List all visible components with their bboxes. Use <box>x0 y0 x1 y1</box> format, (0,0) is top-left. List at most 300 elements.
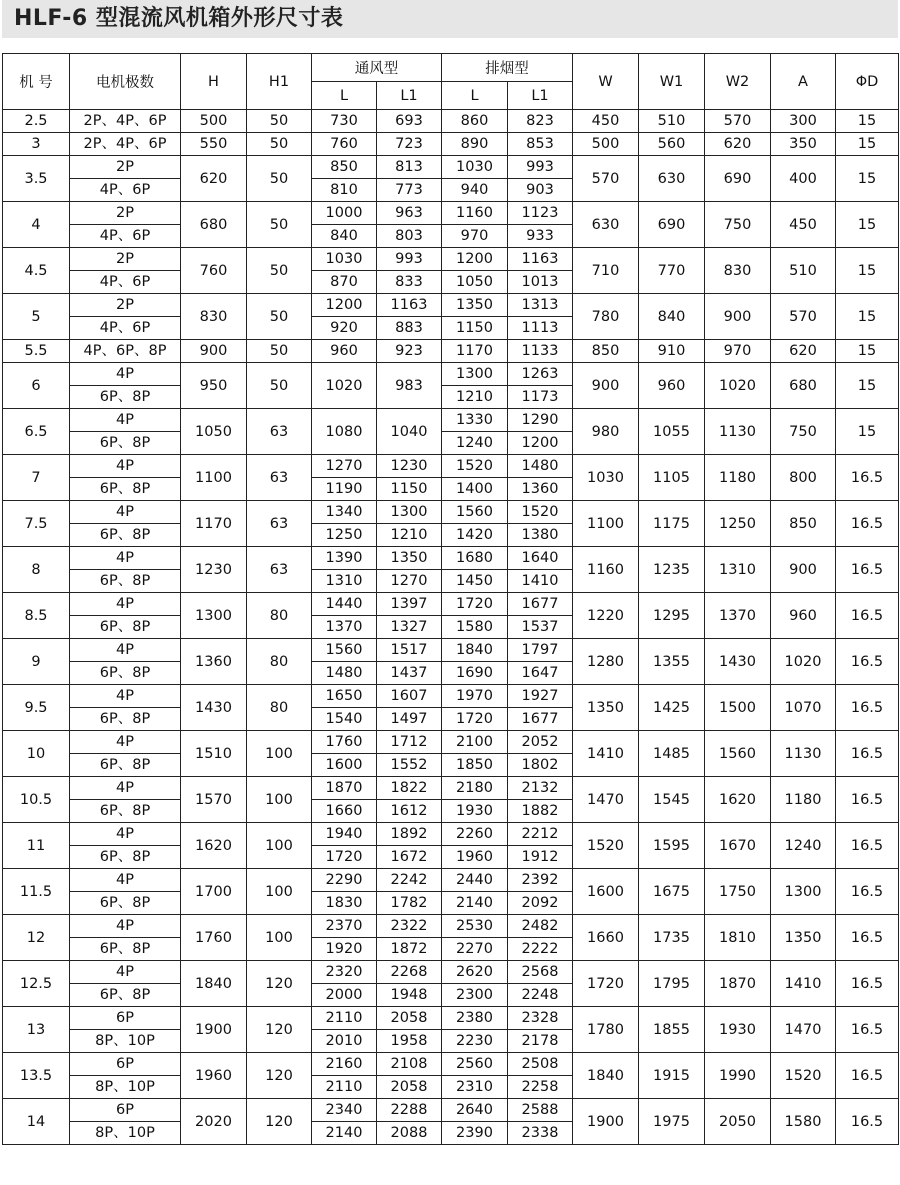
vent-l1-cell: 1782 <box>377 892 442 915</box>
motor-poles-cell: 6P、8P <box>70 570 181 593</box>
smoke-l-cell: 1050 <box>442 271 508 294</box>
diameter-d-cell: 15 <box>836 340 899 363</box>
dimension-table <box>2 53 899 1145</box>
table-row <box>3 639 899 662</box>
a-cell: 510 <box>771 248 836 294</box>
diameter-d-cell: 15 <box>836 248 899 294</box>
header-h: H <box>181 54 247 110</box>
smoke-l-cell: 2530 <box>442 915 508 938</box>
w1-cell: 1425 <box>639 685 705 731</box>
vent-l1-cell: 803 <box>377 225 442 248</box>
table-row <box>3 731 899 754</box>
vent-l1-cell: 2288 <box>377 1099 442 1122</box>
smoke-l1-cell: 2092 <box>508 892 573 915</box>
smoke-l1-cell: 2248 <box>508 984 573 1007</box>
machine-no-cell: 6.5 <box>3 409 70 455</box>
diameter-d-cell: 15 <box>836 133 899 156</box>
vent-l1-cell: 1437 <box>377 662 442 685</box>
a-cell: 750 <box>771 409 836 455</box>
w-cell: 1030 <box>573 455 639 501</box>
smoke-l1-cell: 1677 <box>508 708 573 731</box>
machine-no-cell: 6 <box>3 363 70 409</box>
smoke-l-cell: 2640 <box>442 1099 508 1122</box>
smoke-l-cell: 1030 <box>442 156 508 179</box>
title-bar <box>2 0 898 38</box>
smoke-l-cell: 890 <box>442 133 508 156</box>
smoke-l-cell: 2440 <box>442 869 508 892</box>
table-row <box>3 110 899 133</box>
table-row <box>3 1099 899 1122</box>
motor-poles-cell: 6P、8P <box>70 708 181 731</box>
h1-cell: 100 <box>247 915 312 961</box>
smoke-l-cell: 2380 <box>442 1007 508 1030</box>
motor-poles-cell: 6P、8P <box>70 386 181 409</box>
motor-poles-cell: 4P <box>70 501 181 524</box>
motor-poles-cell: 6P、8P <box>70 616 181 639</box>
vent-l-cell: 1600 <box>312 754 377 777</box>
header-smoke-exhaust-type: 排烟型 <box>442 54 573 82</box>
w-cell: 450 <box>573 110 639 133</box>
header-smoke-l1: L1 <box>508 82 573 110</box>
h1-cell: 50 <box>247 133 312 156</box>
smoke-l1-cell: 1797 <box>508 639 573 662</box>
motor-poles-cell: 4P、6P <box>70 179 181 202</box>
smoke-l1-cell: 933 <box>508 225 573 248</box>
diameter-d-cell: 16.5 <box>836 961 899 1007</box>
motor-poles-cell: 6P <box>70 1007 181 1030</box>
motor-poles-cell: 6P、8P <box>70 846 181 869</box>
page-title: HLF-6 型混流风机箱外形尺寸表 <box>14 6 344 31</box>
machine-no-cell: 9.5 <box>3 685 70 731</box>
w1-cell: 1355 <box>639 639 705 685</box>
w1-cell: 1855 <box>639 1007 705 1053</box>
w2-cell: 2050 <box>705 1099 771 1145</box>
vent-l-cell: 2290 <box>312 869 377 892</box>
diameter-d-cell: 15 <box>836 156 899 202</box>
motor-poles-cell: 2P <box>70 156 181 179</box>
h-cell: 1510 <box>181 731 247 777</box>
w1-cell: 960 <box>639 363 705 409</box>
diameter-d-cell: 16.5 <box>836 915 899 961</box>
vent-l-cell: 730 <box>312 110 377 133</box>
h-cell: 1700 <box>181 869 247 915</box>
smoke-l-cell: 2230 <box>442 1030 508 1053</box>
w-cell: 1410 <box>573 731 639 777</box>
vent-l-cell: 2320 <box>312 961 377 984</box>
motor-poles-cell: 6P、8P <box>70 478 181 501</box>
w1-cell: 1675 <box>639 869 705 915</box>
a-cell: 1130 <box>771 731 836 777</box>
vent-l1-cell: 983 <box>377 363 442 409</box>
h-cell: 950 <box>181 363 247 409</box>
smoke-l-cell: 1330 <box>442 409 508 432</box>
w1-cell: 1975 <box>639 1099 705 1145</box>
motor-poles-cell: 6P、8P <box>70 662 181 685</box>
h-cell: 1960 <box>181 1053 247 1099</box>
a-cell: 1350 <box>771 915 836 961</box>
smoke-l-cell: 1160 <box>442 202 508 225</box>
h1-cell: 50 <box>247 110 312 133</box>
smoke-l1-cell: 2178 <box>508 1030 573 1053</box>
smoke-l1-cell: 853 <box>508 133 573 156</box>
machine-no-cell: 4 <box>3 202 70 248</box>
w-cell: 500 <box>573 133 639 156</box>
table-row <box>3 202 899 225</box>
a-cell: 620 <box>771 340 836 363</box>
w-cell: 1160 <box>573 547 639 593</box>
smoke-l-cell: 1350 <box>442 294 508 317</box>
smoke-l1-cell: 1647 <box>508 662 573 685</box>
w1-cell: 1055 <box>639 409 705 455</box>
smoke-l-cell: 860 <box>442 110 508 133</box>
w2-cell: 1930 <box>705 1007 771 1053</box>
motor-poles-cell: 8P、10P <box>70 1076 181 1099</box>
vent-l1-cell: 1872 <box>377 938 442 961</box>
table-row <box>3 1007 899 1030</box>
vent-l-cell: 870 <box>312 271 377 294</box>
a-cell: 570 <box>771 294 836 340</box>
h-cell: 830 <box>181 294 247 340</box>
w-cell: 1840 <box>573 1053 639 1099</box>
vent-l-cell: 1830 <box>312 892 377 915</box>
vent-l-cell: 2160 <box>312 1053 377 1076</box>
a-cell: 1020 <box>771 639 836 685</box>
h1-cell: 80 <box>247 685 312 731</box>
h-cell: 760 <box>181 248 247 294</box>
table-row <box>3 685 899 708</box>
table-row <box>3 593 899 616</box>
motor-poles-cell: 4P、6P、8P <box>70 340 181 363</box>
smoke-l-cell: 1960 <box>442 846 508 869</box>
motor-poles-cell: 4P <box>70 869 181 892</box>
diameter-d-cell: 16.5 <box>836 501 899 547</box>
h1-cell: 50 <box>247 202 312 248</box>
header-h1: H1 <box>247 54 312 110</box>
motor-poles-cell: 4P <box>70 455 181 478</box>
smoke-l-cell: 1560 <box>442 501 508 524</box>
machine-no-cell: 8.5 <box>3 593 70 639</box>
a-cell: 1520 <box>771 1053 836 1099</box>
motor-poles-cell: 4P <box>70 731 181 754</box>
smoke-l-cell: 1210 <box>442 386 508 409</box>
smoke-l1-cell: 2222 <box>508 938 573 961</box>
smoke-l1-cell: 1380 <box>508 524 573 547</box>
vent-l1-cell: 2088 <box>377 1122 442 1145</box>
smoke-l1-cell: 2328 <box>508 1007 573 1030</box>
diameter-d-cell: 16.5 <box>836 777 899 823</box>
header-machine-no: 机 号 <box>3 54 70 110</box>
vent-l-cell: 760 <box>312 133 377 156</box>
h1-cell: 63 <box>247 455 312 501</box>
vent-l-cell: 1200 <box>312 294 377 317</box>
motor-poles-cell: 6P、8P <box>70 432 181 455</box>
smoke-l-cell: 1720 <box>442 593 508 616</box>
smoke-l1-cell: 2568 <box>508 961 573 984</box>
smoke-l-cell: 1840 <box>442 639 508 662</box>
diameter-d-cell: 16.5 <box>836 685 899 731</box>
vent-l1-cell: 2058 <box>377 1007 442 1030</box>
w2-cell: 750 <box>705 202 771 248</box>
table-row <box>3 915 899 938</box>
vent-l-cell: 1720 <box>312 846 377 869</box>
vent-l-cell: 1390 <box>312 547 377 570</box>
vent-l-cell: 920 <box>312 317 377 340</box>
vent-l-cell: 850 <box>312 156 377 179</box>
h1-cell: 50 <box>247 248 312 294</box>
table-row <box>3 869 899 892</box>
smoke-l1-cell: 1677 <box>508 593 573 616</box>
h1-cell: 100 <box>247 777 312 823</box>
a-cell: 1300 <box>771 869 836 915</box>
smoke-l1-cell: 823 <box>508 110 573 133</box>
motor-poles-cell: 6P、8P <box>70 754 181 777</box>
h1-cell: 63 <box>247 501 312 547</box>
w-cell: 1660 <box>573 915 639 961</box>
vent-l1-cell: 1040 <box>377 409 442 455</box>
w2-cell: 830 <box>705 248 771 294</box>
h1-cell: 120 <box>247 961 312 1007</box>
machine-no-cell: 11 <box>3 823 70 869</box>
h-cell: 2020 <box>181 1099 247 1145</box>
diameter-d-cell: 16.5 <box>836 731 899 777</box>
a-cell: 1240 <box>771 823 836 869</box>
machine-no-cell: 13.5 <box>3 1053 70 1099</box>
vent-l1-cell: 1822 <box>377 777 442 800</box>
h-cell: 1170 <box>181 501 247 547</box>
smoke-l1-cell: 2258 <box>508 1076 573 1099</box>
header-w1: W1 <box>639 54 705 110</box>
motor-poles-cell: 6P、8P <box>70 800 181 823</box>
h-cell: 1230 <box>181 547 247 593</box>
w2-cell: 1130 <box>705 409 771 455</box>
a-cell: 400 <box>771 156 836 202</box>
vent-l-cell: 1270 <box>312 455 377 478</box>
vent-l-cell: 1370 <box>312 616 377 639</box>
vent-l1-cell: 1607 <box>377 685 442 708</box>
vent-l1-cell: 1672 <box>377 846 442 869</box>
diameter-d-cell: 15 <box>836 294 899 340</box>
smoke-l1-cell: 1912 <box>508 846 573 869</box>
w2-cell: 1620 <box>705 777 771 823</box>
vent-l1-cell: 923 <box>377 340 442 363</box>
machine-no-cell: 5.5 <box>3 340 70 363</box>
smoke-l-cell: 940 <box>442 179 508 202</box>
header-w2: W2 <box>705 54 771 110</box>
header-w: W <box>573 54 639 110</box>
smoke-l1-cell: 993 <box>508 156 573 179</box>
h-cell: 1900 <box>181 1007 247 1053</box>
w2-cell: 1180 <box>705 455 771 501</box>
h-cell: 1570 <box>181 777 247 823</box>
vent-l1-cell: 1552 <box>377 754 442 777</box>
w1-cell: 560 <box>639 133 705 156</box>
vent-l-cell: 1940 <box>312 823 377 846</box>
vent-l1-cell: 1892 <box>377 823 442 846</box>
vent-l-cell: 840 <box>312 225 377 248</box>
vent-l1-cell: 773 <box>377 179 442 202</box>
header-vent-l1: L1 <box>377 82 442 110</box>
w-cell: 630 <box>573 202 639 248</box>
diameter-d-cell: 15 <box>836 202 899 248</box>
w-cell: 1220 <box>573 593 639 639</box>
table-row <box>3 455 899 478</box>
vent-l1-cell: 1230 <box>377 455 442 478</box>
smoke-l-cell: 1520 <box>442 455 508 478</box>
machine-no-cell: 8 <box>3 547 70 593</box>
h1-cell: 100 <box>247 869 312 915</box>
smoke-l1-cell: 1313 <box>508 294 573 317</box>
smoke-l-cell: 1400 <box>442 478 508 501</box>
vent-l1-cell: 1517 <box>377 639 442 662</box>
vent-l1-cell: 1150 <box>377 478 442 501</box>
smoke-l1-cell: 1113 <box>508 317 573 340</box>
smoke-l1-cell: 1360 <box>508 478 573 501</box>
machine-no-cell: 12.5 <box>3 961 70 1007</box>
h1-cell: 63 <box>247 409 312 455</box>
w2-cell: 690 <box>705 156 771 202</box>
h-cell: 1840 <box>181 961 247 1007</box>
w1-cell: 1105 <box>639 455 705 501</box>
vent-l-cell: 1920 <box>312 938 377 961</box>
smoke-l1-cell: 1480 <box>508 455 573 478</box>
smoke-l-cell: 2390 <box>442 1122 508 1145</box>
smoke-l1-cell: 1123 <box>508 202 573 225</box>
smoke-l1-cell: 1520 <box>508 501 573 524</box>
diameter-d-cell: 16.5 <box>836 547 899 593</box>
h-cell: 1300 <box>181 593 247 639</box>
w-cell: 1100 <box>573 501 639 547</box>
motor-poles-cell: 6P <box>70 1053 181 1076</box>
vent-l-cell: 2110 <box>312 1076 377 1099</box>
h1-cell: 80 <box>247 639 312 685</box>
w-cell: 570 <box>573 156 639 202</box>
vent-l-cell: 2110 <box>312 1007 377 1030</box>
vent-l1-cell: 1350 <box>377 547 442 570</box>
h1-cell: 100 <box>247 823 312 869</box>
smoke-l-cell: 1850 <box>442 754 508 777</box>
machine-no-cell: 12 <box>3 915 70 961</box>
smoke-l-cell: 1240 <box>442 432 508 455</box>
smoke-l1-cell: 1173 <box>508 386 573 409</box>
vent-l1-cell: 1397 <box>377 593 442 616</box>
machine-no-cell: 10 <box>3 731 70 777</box>
smoke-l1-cell: 2338 <box>508 1122 573 1145</box>
vent-l-cell: 2340 <box>312 1099 377 1122</box>
vent-l1-cell: 693 <box>377 110 442 133</box>
vent-l1-cell: 1163 <box>377 294 442 317</box>
diameter-d-cell: 16.5 <box>836 1099 899 1145</box>
w2-cell: 1560 <box>705 731 771 777</box>
w2-cell: 1810 <box>705 915 771 961</box>
vent-l1-cell: 2322 <box>377 915 442 938</box>
smoke-l-cell: 1580 <box>442 616 508 639</box>
w1-cell: 510 <box>639 110 705 133</box>
h1-cell: 120 <box>247 1007 312 1053</box>
smoke-l1-cell: 1290 <box>508 409 573 432</box>
smoke-l1-cell: 2588 <box>508 1099 573 1122</box>
a-cell: 1180 <box>771 777 836 823</box>
smoke-l1-cell: 1263 <box>508 363 573 386</box>
vent-l-cell: 2010 <box>312 1030 377 1053</box>
motor-poles-cell: 4P <box>70 961 181 984</box>
vent-l1-cell: 1612 <box>377 800 442 823</box>
h1-cell: 80 <box>247 593 312 639</box>
vent-l-cell: 1310 <box>312 570 377 593</box>
motor-poles-cell: 4P <box>70 593 181 616</box>
a-cell: 350 <box>771 133 836 156</box>
smoke-l1-cell: 1013 <box>508 271 573 294</box>
vent-l1-cell: 963 <box>377 202 442 225</box>
machine-no-cell: 9 <box>3 639 70 685</box>
machine-no-cell: 3.5 <box>3 156 70 202</box>
vent-l-cell: 1540 <box>312 708 377 731</box>
w2-cell: 970 <box>705 340 771 363</box>
smoke-l-cell: 1680 <box>442 547 508 570</box>
vent-l-cell: 1870 <box>312 777 377 800</box>
motor-poles-cell: 6P、8P <box>70 524 181 547</box>
diameter-d-cell: 16.5 <box>836 869 899 915</box>
table-row <box>3 823 899 846</box>
w1-cell: 630 <box>639 156 705 202</box>
vent-l-cell: 1660 <box>312 800 377 823</box>
vent-l1-cell: 2058 <box>377 1076 442 1099</box>
smoke-l-cell: 1930 <box>442 800 508 823</box>
vent-l-cell: 1480 <box>312 662 377 685</box>
smoke-l-cell: 2140 <box>442 892 508 915</box>
smoke-l1-cell: 2392 <box>508 869 573 892</box>
smoke-l-cell: 1720 <box>442 708 508 731</box>
vent-l1-cell: 883 <box>377 317 442 340</box>
motor-poles-cell: 4P <box>70 685 181 708</box>
w1-cell: 690 <box>639 202 705 248</box>
w1-cell: 840 <box>639 294 705 340</box>
header-smoke-l: L <box>442 82 508 110</box>
vent-l1-cell: 1210 <box>377 524 442 547</box>
vent-l1-cell: 723 <box>377 133 442 156</box>
smoke-l1-cell: 2508 <box>508 1053 573 1076</box>
smoke-l1-cell: 903 <box>508 179 573 202</box>
w-cell: 1280 <box>573 639 639 685</box>
w-cell: 980 <box>573 409 639 455</box>
vent-l-cell: 1030 <box>312 248 377 271</box>
h-cell: 1100 <box>181 455 247 501</box>
vent-l-cell: 1000 <box>312 202 377 225</box>
vent-l-cell: 810 <box>312 179 377 202</box>
smoke-l-cell: 2100 <box>442 731 508 754</box>
w-cell: 900 <box>573 363 639 409</box>
header-diameter-d: ΦD <box>836 54 899 110</box>
vent-l-cell: 1440 <box>312 593 377 616</box>
a-cell: 1070 <box>771 685 836 731</box>
motor-poles-cell: 4P <box>70 547 181 570</box>
motor-poles-cell: 4P、6P <box>70 317 181 340</box>
smoke-l1-cell: 1802 <box>508 754 573 777</box>
vent-l1-cell: 1327 <box>377 616 442 639</box>
diameter-d-cell: 16.5 <box>836 1007 899 1053</box>
table-row <box>3 547 899 570</box>
motor-poles-cell: 2P、4P、6P <box>70 133 181 156</box>
a-cell: 1580 <box>771 1099 836 1145</box>
motor-poles-cell: 2P、4P、6P <box>70 110 181 133</box>
motor-poles-cell: 8P、10P <box>70 1122 181 1145</box>
h1-cell: 63 <box>247 547 312 593</box>
w-cell: 710 <box>573 248 639 294</box>
motor-poles-cell: 4P <box>70 409 181 432</box>
smoke-l-cell: 2620 <box>442 961 508 984</box>
h-cell: 680 <box>181 202 247 248</box>
motor-poles-cell: 6P、8P <box>70 984 181 1007</box>
w1-cell: 1485 <box>639 731 705 777</box>
